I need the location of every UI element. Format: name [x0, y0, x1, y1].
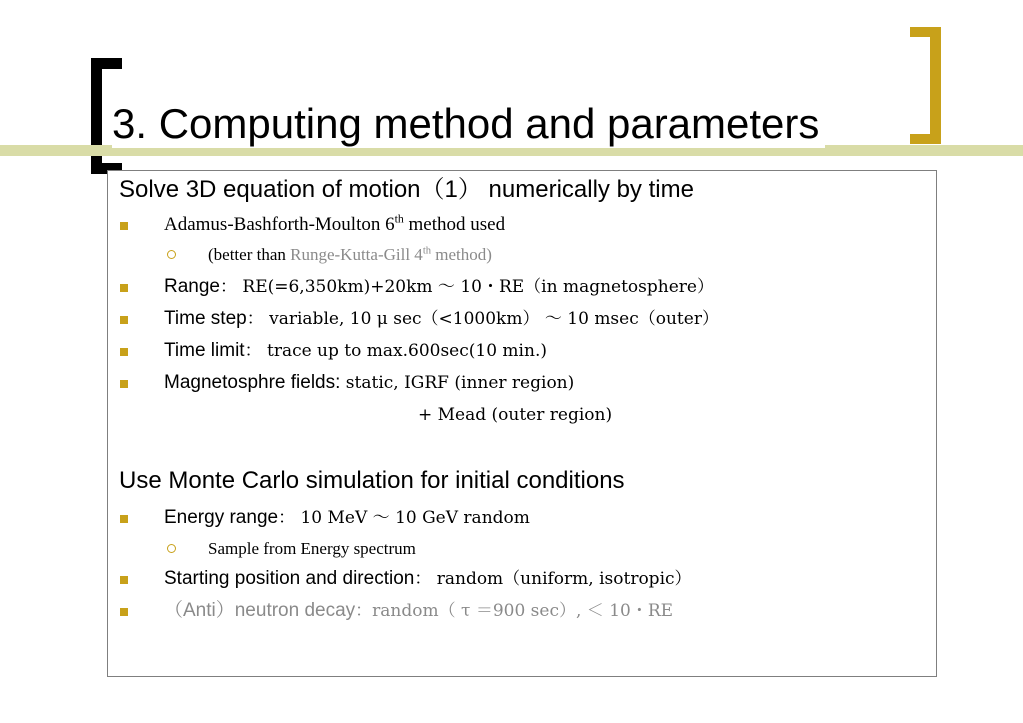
- bullet-neutron-decay: [164, 598, 673, 624]
- heading-monte-carlo: Use Monte Carlo simulation for initial conditions: [119, 467, 625, 494]
- bullet-magnetosphere-fields: [164, 370, 574, 396]
- right-bracket-decoration: [930, 27, 941, 144]
- bullet-abm-method: [164, 212, 505, 238]
- energy-label: Energy range: [164, 507, 279, 528]
- content-box: [107, 170, 937, 677]
- runge-rest: method): [431, 245, 492, 264]
- better-than-prefix: (better than: [208, 245, 291, 264]
- energy-value: ： 10 MeV ～ 10 GeV random: [278, 508, 530, 528]
- runge-sup: th: [422, 245, 432, 257]
- right-bracket-bottom: [910, 134, 941, 144]
- decay-label: （Anti）neutron decay: [164, 600, 356, 621]
- abm-text: Adamus-Bashforth-Moulton 6: [164, 214, 395, 235]
- timestep-label: Time step: [164, 308, 247, 329]
- left-bracket-decoration: [91, 58, 102, 174]
- start-value: ： random（uniform, isotropic）: [414, 569, 692, 589]
- range-value: ： RE(=6,350km)+20km ～ 10・RE（in magnetosphere）: [220, 277, 714, 297]
- right-bracket-top: [910, 27, 941, 37]
- heading-equation-of-motion: Solve 3D equation of motion（1） numerically by time: [119, 176, 694, 203]
- decay-value: ：random（ τ ＝900 sec）, ＜ 10・RE: [355, 601, 674, 621]
- subbullet-runge-kutta: [208, 243, 492, 267]
- bullet-starting-position: [164, 566, 692, 592]
- start-label: Starting position and direction: [164, 568, 415, 589]
- timestep-value: ： variable, 10 μ sec（<1000km） ～ 10 msec（outer）: [246, 309, 719, 329]
- timelimit-value: ： trace up to max.600sec(10 min.): [244, 341, 547, 361]
- magfield-label: Magnetosphre fields:: [164, 372, 341, 393]
- abm-rest: method used: [403, 214, 506, 235]
- magfield-continuation: + Mead (outer region): [418, 405, 613, 425]
- abm-sup: th: [394, 212, 404, 226]
- bullet-time-limit: [164, 338, 547, 364]
- bullet-energy-range: [164, 505, 530, 531]
- slide-title: 3. Computing method and parameters: [112, 100, 825, 148]
- magfield-value: static, IGRF (inner region): [340, 373, 575, 393]
- timelimit-label: Time limit: [164, 340, 245, 361]
- runge-text: Runge-Kutta-Gill 4: [290, 245, 423, 264]
- left-bracket-top: [91, 58, 122, 69]
- subbullet-energy-spectrum: Sample from Energy spectrum: [208, 537, 416, 561]
- bullet-time-step: [164, 306, 719, 332]
- range-label: Range: [164, 276, 220, 297]
- bullet-range: [164, 274, 714, 300]
